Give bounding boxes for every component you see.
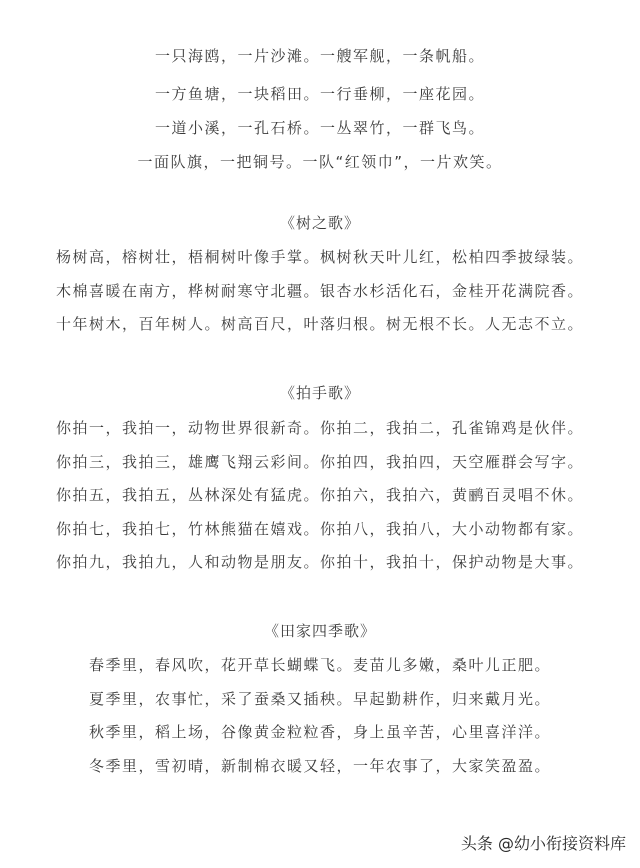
song-line: 秋季里，稻上场，谷像黄金粒粒香，身上虽辛苦，心里喜洋洋。 (88, 723, 551, 741)
song-title: 《树之歌》 (279, 214, 360, 232)
song-line: 你拍五，我拍五，丛林深处有猛虎。你拍六，我拍六，黄鹂百灵唱不休。 (55, 486, 584, 504)
intro-line: 一方鱼塘，一块稻田。一行垂柳，一座花园。 (154, 85, 485, 103)
song-line: 冬季里，雪初晴，新制棉衣暖又轻，一年农事了，大家笑盈盈。 (88, 757, 551, 775)
song-line: 杨树高，榕树壮，梧桐树叶像手掌。枫树秋天叶儿红，松柏四季披绿装。 (55, 248, 584, 266)
song-line: 你拍七，我拍七，竹林熊猫在嬉戏。你拍八，我拍八，大小动物都有家。 (55, 520, 584, 538)
song-line: 十年树木，百年树人。树高百尺，叶落归根。树无根不长。人无志不立。 (55, 315, 584, 333)
song-title: 《拍手歌》 (279, 384, 360, 402)
watermark: 头条 @幼小衔接资料库 (460, 834, 626, 853)
song-line: 木棉喜暖在南方，桦树耐寒守北疆。银杏水杉活化石，金桂开花满院香。 (55, 282, 584, 300)
song-line: 春季里，春风吹，花开草长蝴蝶飞。麦苗儿多嫩，桑叶儿正肥。 (88, 656, 551, 674)
intro-line: 一道小溪，一孔石桥。一丛翠竹，一群飞鸟。 (154, 119, 485, 137)
song-line: 你拍三，我拍三，雄鹰飞翔云彩间。你拍四，我拍四，天空雁群会写字。 (55, 453, 584, 471)
intro-line: 一面队旗，一把铜号。一队“红领巾”，一片欢笑。 (137, 153, 503, 171)
song-line: 夏季里，农事忙，采了蚕桑又插秧。早起勤耕作，归来戴月光。 (88, 690, 551, 708)
song-line: 你拍一，我拍一，动物世界很新奇。你拍二，我拍二，孔雀锦鸡是伙伴。 (55, 419, 584, 437)
intro-line: 一只海鸥，一片沙滩。一艘军舰，一条帆船。 (154, 47, 485, 65)
song-title: 《田家四季歌》 (263, 622, 376, 640)
song-line: 你拍九，我拍九，人和动物是朋友。你拍十，我拍十，保护动物是大事。 (55, 553, 584, 571)
